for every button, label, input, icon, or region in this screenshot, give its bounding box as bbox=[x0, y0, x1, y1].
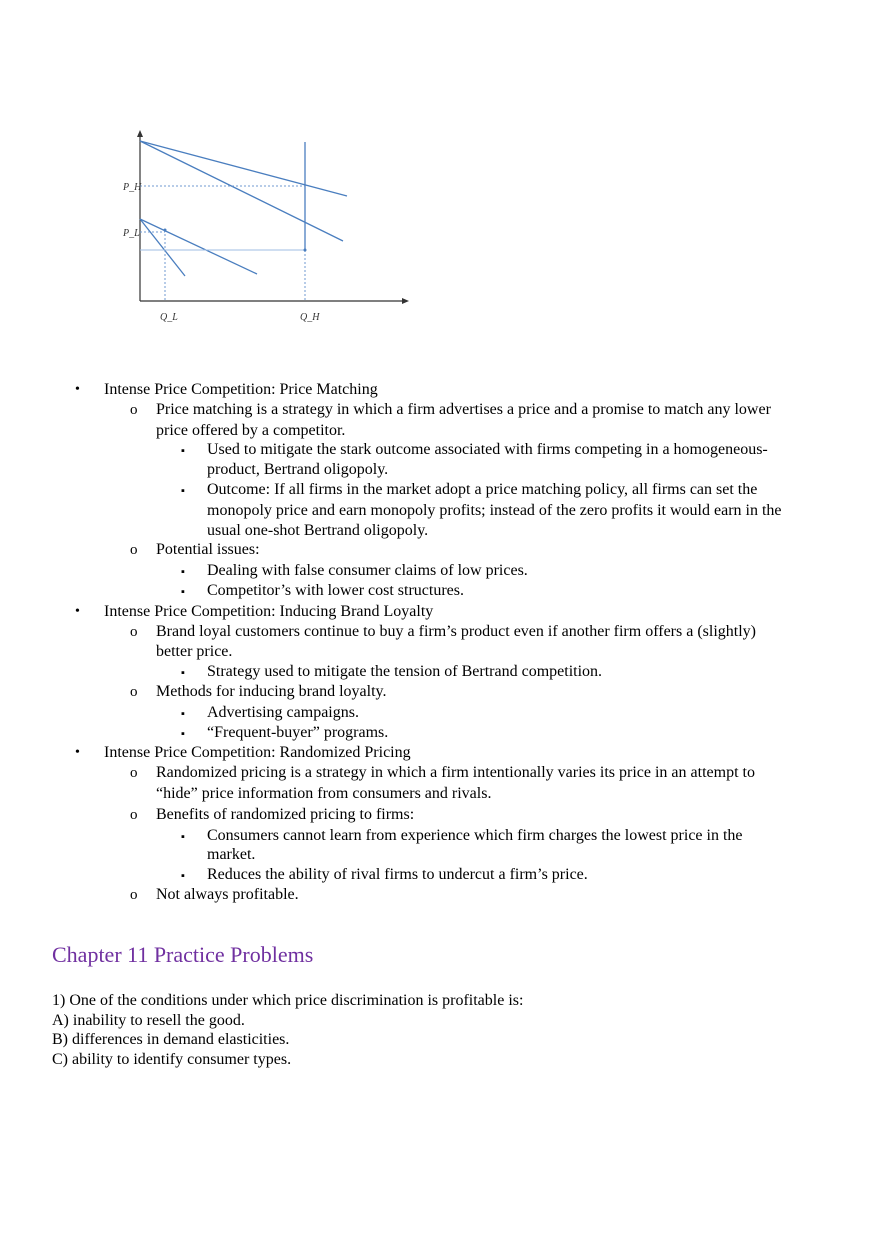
ql-label: Q_L bbox=[160, 312, 178, 323]
qh-label: Q_H bbox=[300, 312, 320, 323]
low-marginal-revenue-curve bbox=[140, 219, 185, 276]
high-demand-curve bbox=[140, 141, 347, 196]
sub-bullet-marker: o bbox=[130, 624, 138, 640]
sub-sub-bullet-marker: ▪ bbox=[181, 445, 185, 457]
sub-sub-bullet-marker: ▪ bbox=[181, 586, 185, 598]
pl-label: P_L bbox=[123, 228, 140, 239]
sub-bullet-marker: o bbox=[130, 887, 138, 903]
list-item: Benefits of randomized pricing to firms: bbox=[156, 806, 415, 823]
x-axis-arrow bbox=[402, 298, 409, 304]
sub-sub-bullet-marker: ▪ bbox=[181, 870, 185, 882]
list-item: monopoly price and earn monopoly profits; instead of the zero profits it would earn in the bbox=[207, 502, 782, 519]
list-item: Methods for inducing brand loyalty. bbox=[156, 683, 387, 700]
sub-sub-bullet-marker: ▪ bbox=[181, 667, 185, 679]
list-item: market. bbox=[207, 846, 256, 863]
list-item: Reduces the ability of rival firms to undercut a firm’s price. bbox=[207, 866, 588, 883]
list-item: Consumers cannot learn from experience which firm charges the lowest price in the bbox=[207, 827, 743, 844]
sub-bullet-marker: o bbox=[130, 402, 138, 418]
list-item: Advertising campaigns. bbox=[207, 704, 359, 721]
sub-bullet-marker: o bbox=[130, 684, 138, 700]
bullet-marker: • bbox=[75, 382, 80, 397]
ph-label: P_H bbox=[123, 182, 142, 193]
list-item: Not always profitable. bbox=[156, 886, 299, 903]
y-axis-arrow bbox=[137, 130, 143, 137]
answer-option: C) ability to identify consumer types. bbox=[52, 1051, 292, 1068]
sub-bullet-marker: o bbox=[130, 807, 138, 823]
demand-diagram-svg bbox=[110, 128, 420, 328]
sub-bullet-marker: o bbox=[130, 542, 138, 558]
bullet-marker: • bbox=[75, 604, 80, 619]
list-item: Strategy used to mitigate the tension of Bertrand competition. bbox=[207, 663, 603, 680]
demand-diagram bbox=[110, 128, 420, 328]
section-title: Intense Price Competition: Randomized Pricing bbox=[104, 744, 411, 761]
answer-option: A) inability to resell the good. bbox=[52, 1012, 245, 1029]
sub-sub-bullet-marker: ▪ bbox=[181, 485, 185, 497]
answer-option: B) differences in demand elasticities. bbox=[52, 1031, 290, 1048]
section-title: Intense Price Competition: Price Matching bbox=[104, 381, 378, 398]
list-item: Competitor’s with lower cost structures. bbox=[207, 582, 464, 599]
list-item: “hide” price information from consumers and rivals. bbox=[156, 785, 492, 802]
list-item: Brand loyal customers continue to buy a firm’s product even if another firm offers a (slightly) bbox=[156, 623, 756, 640]
sub-sub-bullet-marker: ▪ bbox=[181, 708, 185, 720]
list-item: usual one-shot Bertrand oligopoly. bbox=[207, 522, 429, 539]
high-point bbox=[304, 249, 307, 252]
list-item: better price. bbox=[156, 643, 233, 660]
high-marginal-revenue-curve bbox=[140, 141, 343, 241]
low-point bbox=[164, 229, 167, 232]
sub-bullet-marker: o bbox=[130, 765, 138, 781]
sub-sub-bullet-marker: ▪ bbox=[181, 831, 185, 843]
sub-sub-bullet-marker: ▪ bbox=[181, 566, 185, 578]
list-item: product, Bertrand oligopoly. bbox=[207, 461, 389, 478]
section-title: Intense Price Competition: Inducing Brand Loyalty bbox=[104, 603, 434, 620]
list-item: Potential issues: bbox=[156, 541, 260, 558]
list-item: Outcome: If all firms in the market adopt a price matching policy, all firms can set the bbox=[207, 481, 758, 498]
list-item: Used to mitigate the stark outcome associated with firms competing in a homogeneous- bbox=[207, 441, 768, 458]
chapter-heading: Chapter 11 Practice Problems bbox=[52, 942, 314, 967]
list-item: “Frequent-buyer” programs. bbox=[207, 724, 389, 741]
low-demand-curve bbox=[140, 219, 257, 274]
question-text: 1) One of the conditions under which price discrimination is profitable is: bbox=[52, 992, 524, 1009]
list-item: Price matching is a strategy in which a firm advertises a price and a promise to match any lower bbox=[156, 401, 771, 418]
list-item: Dealing with false consumer claims of low prices. bbox=[207, 562, 528, 579]
bullet-marker: • bbox=[75, 745, 80, 760]
list-item: price offered by a competitor. bbox=[156, 422, 346, 439]
list-item: Randomized pricing is a strategy in which a firm intentionally varies its price in an attempt to bbox=[156, 764, 755, 781]
sub-sub-bullet-marker: ▪ bbox=[181, 728, 185, 740]
